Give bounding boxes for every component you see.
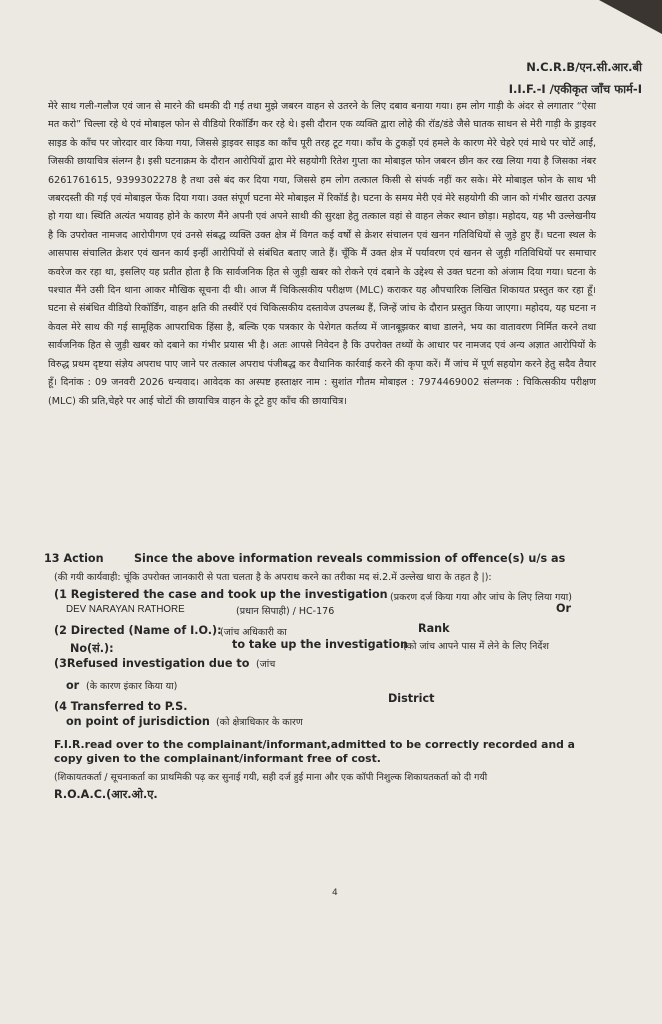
number-label: No(सं.): [70,642,114,655]
action-heading: Since the above information reveals commission of offence(s) u/s as [134,552,566,565]
complaint-narrative: मेरे साथ गली-गलौज एवं जान से मारने की धमकी दी गई तथा मुझे जबरन वाहन से उतरने के लिए दबाव बनाया गया। हम लोग गाड़ी के अंदर से लगातार “ऐसा मत करो” चिल्ला रहे थे एवं मोबाइल फोन से वीडियो रिकॉर्डिंग कर रहे थे। इसी दौरान एक व्यक्ति द्वारा लोहे की रॉड/डंडे जैसे घातक साधन से मेरी गाड़ी के ड्राइवर साइड के काँच पर जोरदार वार किया गया, जिससे ड्राइवर साइड का काँच पूरी तरह टूट गया। काँच के टुकड़ों एवं हमले के कारण मेरे चेहरे एवं माथे पर चोटें आईं, जिसकी छायाचित्र संलग्न है। इसी घटनाक्रम के दौरान आरोपियों द्वारा मेरे सहयोगी रितेश गुप्ता का मोबाइल फोन जबरन छीन कर रख लिया गया है जिसका नंबर 6261761615, 9399302278 है तथा उसे बंद कर दिया गया, जिससे हम लोग तत्काल किसी से संपर्क नहीं कर सके। मेरे मोबाइल फोन के साथ भी जबरदस्ती की गई एवं मोबाइल फेंक दिया गया। उक्त संपूर्ण घटना मेरे मोबाइल में रिकॉर्ड है। घटना के समय मेरी एवं मेरे सहयोगी की जान को गंभीर खतरा उत्पन्न हो गया था। स्थिति अत्यंत भयावह होने के कारण मैंने अपनी एवं अपने साथी की सुरक्षा हेतु तत्काल वहां से वाहन लेकर स्थान छोड़ा। महोदय, यह भी उल्लेखनीय है कि उपरोक्त नामजद आरोपीगण एवं उनसे संबद्ध व्यक्ति उक्त क्षेत्र में विगत कई वर्षों से क्रेशर संचालन एवं खनन गतिविधियों से जुड़े हुए हैं। घटना स्थल के आसपास संचालित क्रेशर एवं खनन कार्य इन्हीं आरोपियों से संबंधित बताए जाते हैं। चूँकि मैं उक्त क्षेत्र में पर्यावरण एवं खनन से जुड़ी गतिविधियों पर समाचार कवरेज कर रहा था, इसलिए यह प्रतीत होता है कि सार्वजनिक हित से जुड़ी खबर को रोकने एवं दबाने के उद्देश्य से उक्त घटना को अंजाम दिया गया। घटना के पश्चात मैंने उसी दिन थाना आकर मौखिक सूचना दी थी। आज मैं चिकित्सकीय परीक्षण (MLC) कराकर यह औपचारिक लिखित शिकायत प्रस्तुत कर रहा हूँ। घटना से संबंधित वीडियो रिकॉर्डिंग, वाहन क्षति की तस्वीरें एवं चिकित्सकीय दस्तावेज उपलब्ध हैं, जिन्हें जांच के दौरान प्रस्तुत किया जाएगा। महोदय, यह घटना न केवल मेरे साथ की गई सामूहिक आपराधिक हिंसा है, बल्कि एक पत्रकार के पेशेगत कर्तव्य में जानबूझकर बाधा डालने, भय का वातावरण निर्मित करने तथा सार्वजनिक हित से जुड़ी खबर को दबाने का गंभीर प्रयास भी है। अतः आपसे निवेदन है कि उपरोक्त तथ्यों के आधार पर नामजद एवं अन्य अज्ञात आरोपियों के विरुद्ध प्रथम दृष्टया संज्ञेय अपराध पाए जाने पर तत्काल अपराध पंजीबद्ध कर वैधानिक कार्रवाई करने की कृपा करें। मैं जांच में पूर्ण सहयोग करने हेतु सदैव तैयार हूँ। दिनांक : 09 जनवरी 2026 धन्यवाद। आवेदक का अस्पष्ट हस्ताक्षर नाम : सुशांत गौतम मोबाइल : 7974469002 संलग्नक : चिकित्सकीय परीक्षण (MLC) की प्रति,चेहरे पर आई चोटों की छायाचित्र वाहन के टूटे हुए काँच की छायाचित्र। [48,101,596,407]
rank-label: Rank [418,622,450,635]
action-heading-hindi: (की गयी कार्यवाही: चूंकि उपरोक्त जानकारी से पता चलता है के अपराध करने का तरीका मद सं.2.में उल्लेख धारा के तहत है |): [54,572,492,583]
item1-registered-hindi: (प्रकरण दर्ज किया गया और जांच के लिए लिया गया) [390,592,572,603]
item4-transferred: (4 Transferred to P.S. [54,700,188,713]
item4-jurisdiction: on point of jurisdiction [66,715,210,728]
action-number: 13 Action [44,552,104,565]
form-code-iif: I.I.F.-I /एकीकृत जाँच फार्म-I [508,82,642,96]
form-code-ncrb: N.C.R.B/एन.सी.आर.बी [526,60,642,74]
item4-jurisdiction-hindi: (को क्षेत्राधिकार के कारण [216,717,303,728]
item3-refused: (3Refused investigation due to [54,657,250,670]
item2-directed-hindi: (जांच अधिकारी का [220,627,287,638]
fir-read-over: F.I.R.read over to the complainant/informant,admitted to be correctly recorded and a [54,738,575,751]
item2-directed: (2 Directed (Name of I.O.): [54,624,222,637]
or-label: Or [556,602,572,615]
page-number: 4 [332,888,338,898]
item2-take-up: to take up the investigation [232,638,409,651]
dark-corner [592,0,662,34]
officer-rank: (प्रधान सिपाही) / HC-176 [236,606,335,617]
item3-refused-hindi: (जांच [256,659,276,670]
district-label: District [388,692,435,705]
item3-or: or [66,679,80,692]
item2-take-up-hindi: (को जांच आपने पास में लेने के लिए निर्देश [403,641,549,652]
item3-reason-hindi: (के कारण इंकार किया या) [86,681,178,692]
item1-registered: (1 Registered the case and took up the investigation [54,588,388,601]
roac-label: R.O.A.C.(आर.ओ.ए. [54,788,158,801]
fir-copy-given: copy given to the complainant/informant free of cost. [54,752,381,765]
officer-name: DEV NARAYAN RATHORE [66,604,185,615]
fir-hindi-note: (शिकायतकर्ता / सूचनाकर्ता का प्राथमिकी पढ़ कर सुनाई गयी, सही दर्ज हुई माना और एक कॉपी निशुल्क शिकायतकर्ता को दी गयी [54,772,488,783]
